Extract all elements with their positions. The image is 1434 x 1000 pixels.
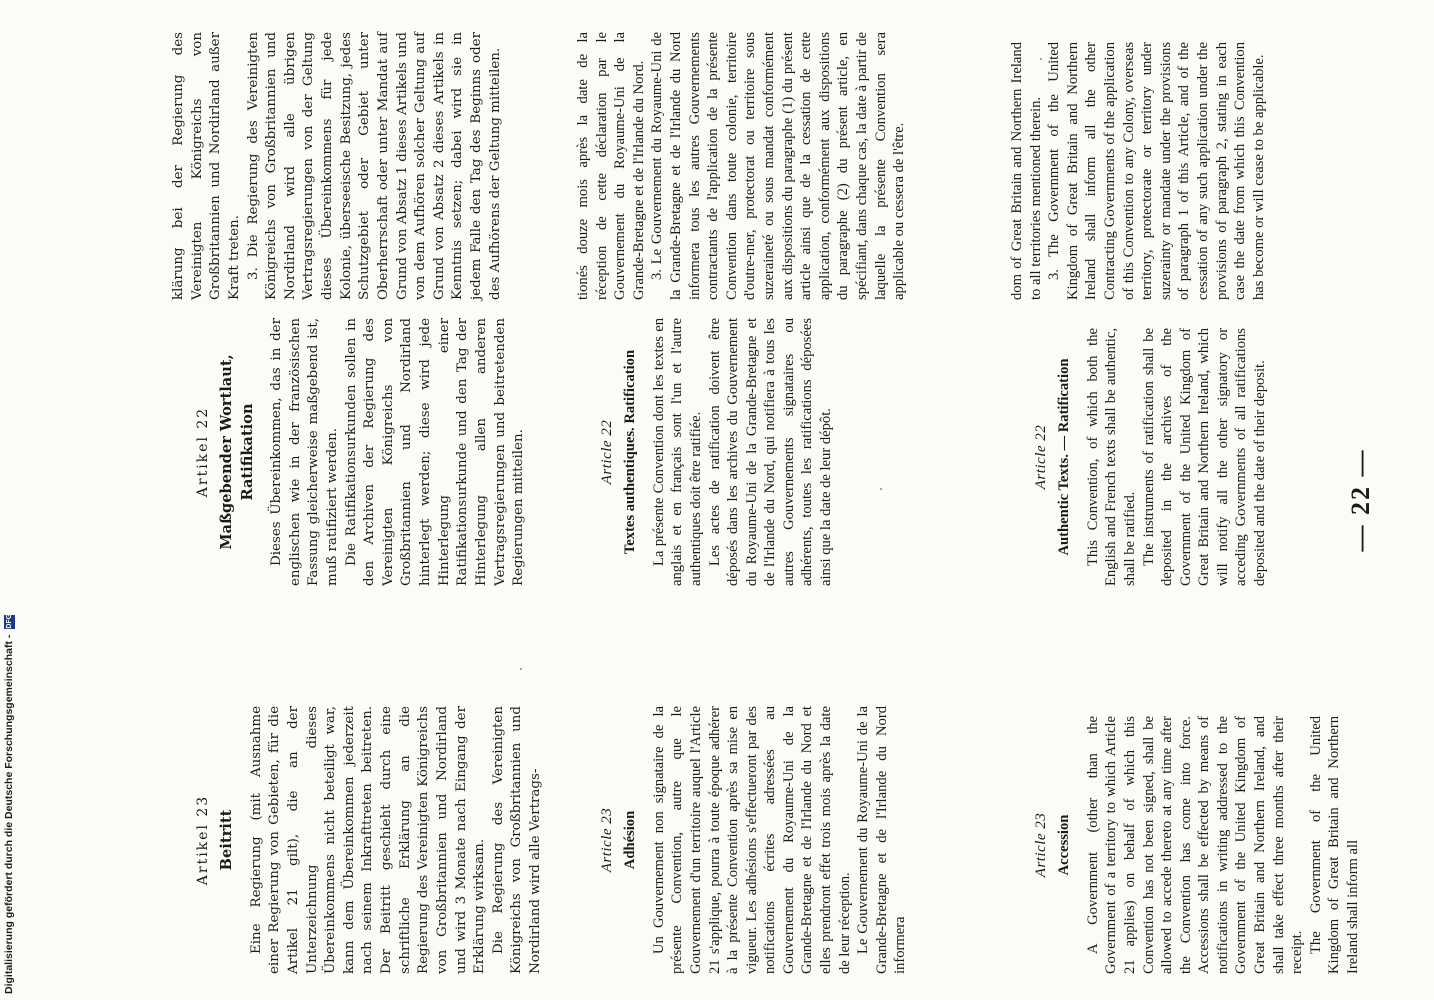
french-column-art22 [574, 318, 836, 586]
digitization-footer [0, 0, 18, 1000]
german-art22-para1: Dieses Übereinkommen, das in der englischen wie in der französischen Fassung gleicherweise maßgebend ist, muß ratifiziert werden. [269, 318, 340, 586]
german-art23-para1: Eine Regierung (mit Ausnahme einer Regierung von Gebieten, für die Artikel 21 gilt), die an der Unterzeichnung dieses Übereinkommens nicht beteiligt war, kann dem Übereinkommen jederzeit nach seinem Inkrafttreten beitreten. Der Beitritt geschieht durch eine schriftliche Erklärung an die Regierung des Vereinigten Königreichs von Großbritannien und Nordirland und wird 3 Monate nach Eingang der Erklärung wirksam. [248, 706, 488, 974]
french-art21-continuation: tionés douze mois après la date de la réception de cette déclaration par le Gouvernement du Royaume-Uni de la Grande-Bretagne et de l'Irlande du Nord. [575, 32, 647, 300]
french-art22-para2: Les actes de ratification doivent être déposés dans les archives du Gouvernement du Royaume-Uni de la Grande-Bretagne et de l'Irlande du Nord, qui notifiera à tous les autres Gouvernements signataires ou adhérents, toutes les ratifications déposées ainsi que la date de leur dépôt. [706, 318, 835, 586]
german-art22-para2: Die Ratifikationsurkunden sollen in den Archiven der Regierung des Vereinigten Königreichs von Großbritannien und Nordirland hinterlegt werden; diese wird jede Hinterlegung einer Ratifikationsurkunde und den Tag der Hinterlegung allen anderen Vertragsregierungen und beitretenden Regierungen mitteilen. [343, 318, 527, 586]
scan-speck [880, 488, 882, 490]
english-art22-para1: This Convention, of which both the English and French texts shall be authentic, shall be ratified. [1084, 328, 1138, 586]
english-art22-heading: Article 22 [1033, 424, 1049, 490]
german-art23-title: Beitritt [218, 809, 236, 871]
german-art23-heading: Artikel 23 [195, 794, 211, 886]
french-art23-title: Adhésion [622, 810, 639, 870]
french-art23-heading: Article 23 [599, 807, 615, 873]
footer-text: Digitalisierung gefördert durch die Deutsche Forschungsgemeinschaft - [3, 634, 15, 994]
english-art21-para3: 3. The Government of the United Kingdom of Great Britain and Northern Ireland shall inform all the other Contracting Governments of the application of this Convention to any Colony, overseas territory, protectorate or territory under suzerainty or mandate under the provisions of paragraph 1 of this Article, and of the cessation of any such application under the provisions of paragraph 2, stating in each case the date from which this Convention has become or will cease to be applicable. [1046, 42, 1267, 300]
german-art23-para2: Die Regierung des Vereinigten Königreichs von Großbritannien und Nordirland wird alle Vertrags- [490, 706, 544, 974]
german-art22-title: Maßgebender Wortlaut, Ratifikation [218, 354, 256, 550]
french-art23-para1: Un Gouvernement non signataire de la présente Convention, autre que le Gouvernement d'un territoire auquel l'Article 21 s'applique, pourra à toute époque adhérer à la présente Convention après sa mise en vigueur. Les adhésions s'effectueront par des notifications écrites adressées au Gouvernement du Royaume-Uni de la Grande-Bretagne et de l'Irlande du Nord et elles prendront effet trois mois après la date de leur réception. [650, 706, 853, 974]
german-art21-continuation: klärung bei der Regierung des Vereinigten Königreichs von Großbritannien und Nordirland außer Kraft treten. [171, 32, 242, 300]
english-art23-heading: Article 23 [1033, 812, 1049, 878]
page-number: — 22 — [1346, 448, 1375, 552]
german-art22-heading: Artikel 22 [195, 406, 211, 498]
dfg-logo: DFG [5, 613, 13, 629]
german-column-art22 [170, 318, 529, 586]
french-art21-para3: 3. Le Gouvernement du Royaume-Uni de la Grande-Bretagne et de l'Irlande du Nord informera tous les autres Gouvernements contractants de l'application de la présente Convention dans toute colonie, territoire d'outre-mer, protectorat ou territoire sous suzeraineté ou sous mandat conformément aux dispositions du paragraphe (1) du présent article ainsi que de la cessation de cette application, conformément aux dispositions du paragraphe (2) du présent article, en spécifiant, dans chaque cas, la date à partir de laquelle la présente Convention sera applicable ou cessera de l'être. [649, 32, 908, 300]
english-art21-continuation: dom of Great Britain and Northern Ireland to all territories mentioned therein. [1009, 42, 1044, 300]
english-art22-para2: The instruments of ratification shall be deposited in the archives of the Government of the United Kingdom of Great Britain and Northern Ireland, which will notify all the other signatory or acceding Governments of all ratifications deposited and the date of their deposit. [1140, 328, 1269, 586]
english-column-art23 [1008, 716, 1363, 974]
english-art22-title: Authentic Texts. — Ratification [1056, 358, 1073, 556]
french-art22-para1: La présente Convention dont les textes en anglais et en français sont l'un et l'autre authentiques doit être ratifiée. [650, 318, 704, 586]
german-column-art23 [170, 706, 546, 974]
french-column-art23 [574, 706, 910, 974]
english-art23-title: Accession [1056, 814, 1073, 876]
scan-speck [520, 668, 522, 670]
french-art22-heading: Article 22 [599, 419, 615, 485]
english-column-art22 [1008, 328, 1270, 586]
german-art21-para3: 3. Die Regierung des Vereinigten Königreichs von Großbritannien und Nordirland wird alle übrigen Vertragsregierungen von der Geltung dieses Übereinkommens für jede Kolonie, überseeische Besitzung, jedes Schutzgebiet oder Gebiet unter Oberherrschaft oder unter Mandat auf Grund von Absatz 1 dieses Artikels und von dem Aufhören solcher Geltung auf Grund von Absatz 2 dieses Artikels in Kenntnis setzen; dabei wird sie in jedem Falle den Tag des Beginns oder des Aufhörens der Geltung mitteilen. [245, 32, 503, 300]
french-art23-para2: Le Gouvernement du Royaume-Uni de la Grande-Bretagne et de l'Irlande du Nord informera [855, 706, 909, 974]
german-column-art21 [170, 32, 505, 300]
french-column-art21 [574, 32, 909, 300]
english-art23-para1: A Government (other than the Government of a territory to which Article 21 applies) on behalf of which this Convention has not been signed, shall be allowed to accede thereto at any time after the Convention has come into force. Accessions shall be effected by means of notifications in writing addressed to the Government of the United Kingdom of Great Britain and Northern Ireland, and shall take effect three months after their receipt. [1084, 716, 1306, 974]
french-art22-title: Textes authentiques. Ratification [622, 349, 639, 555]
english-column-art21 [1008, 42, 1268, 300]
english-art23-para2: The Government of the United Kingdom of Great Britain and Northern Ireland shall inform all [1307, 716, 1362, 974]
scan-speck [1040, 58, 1042, 60]
